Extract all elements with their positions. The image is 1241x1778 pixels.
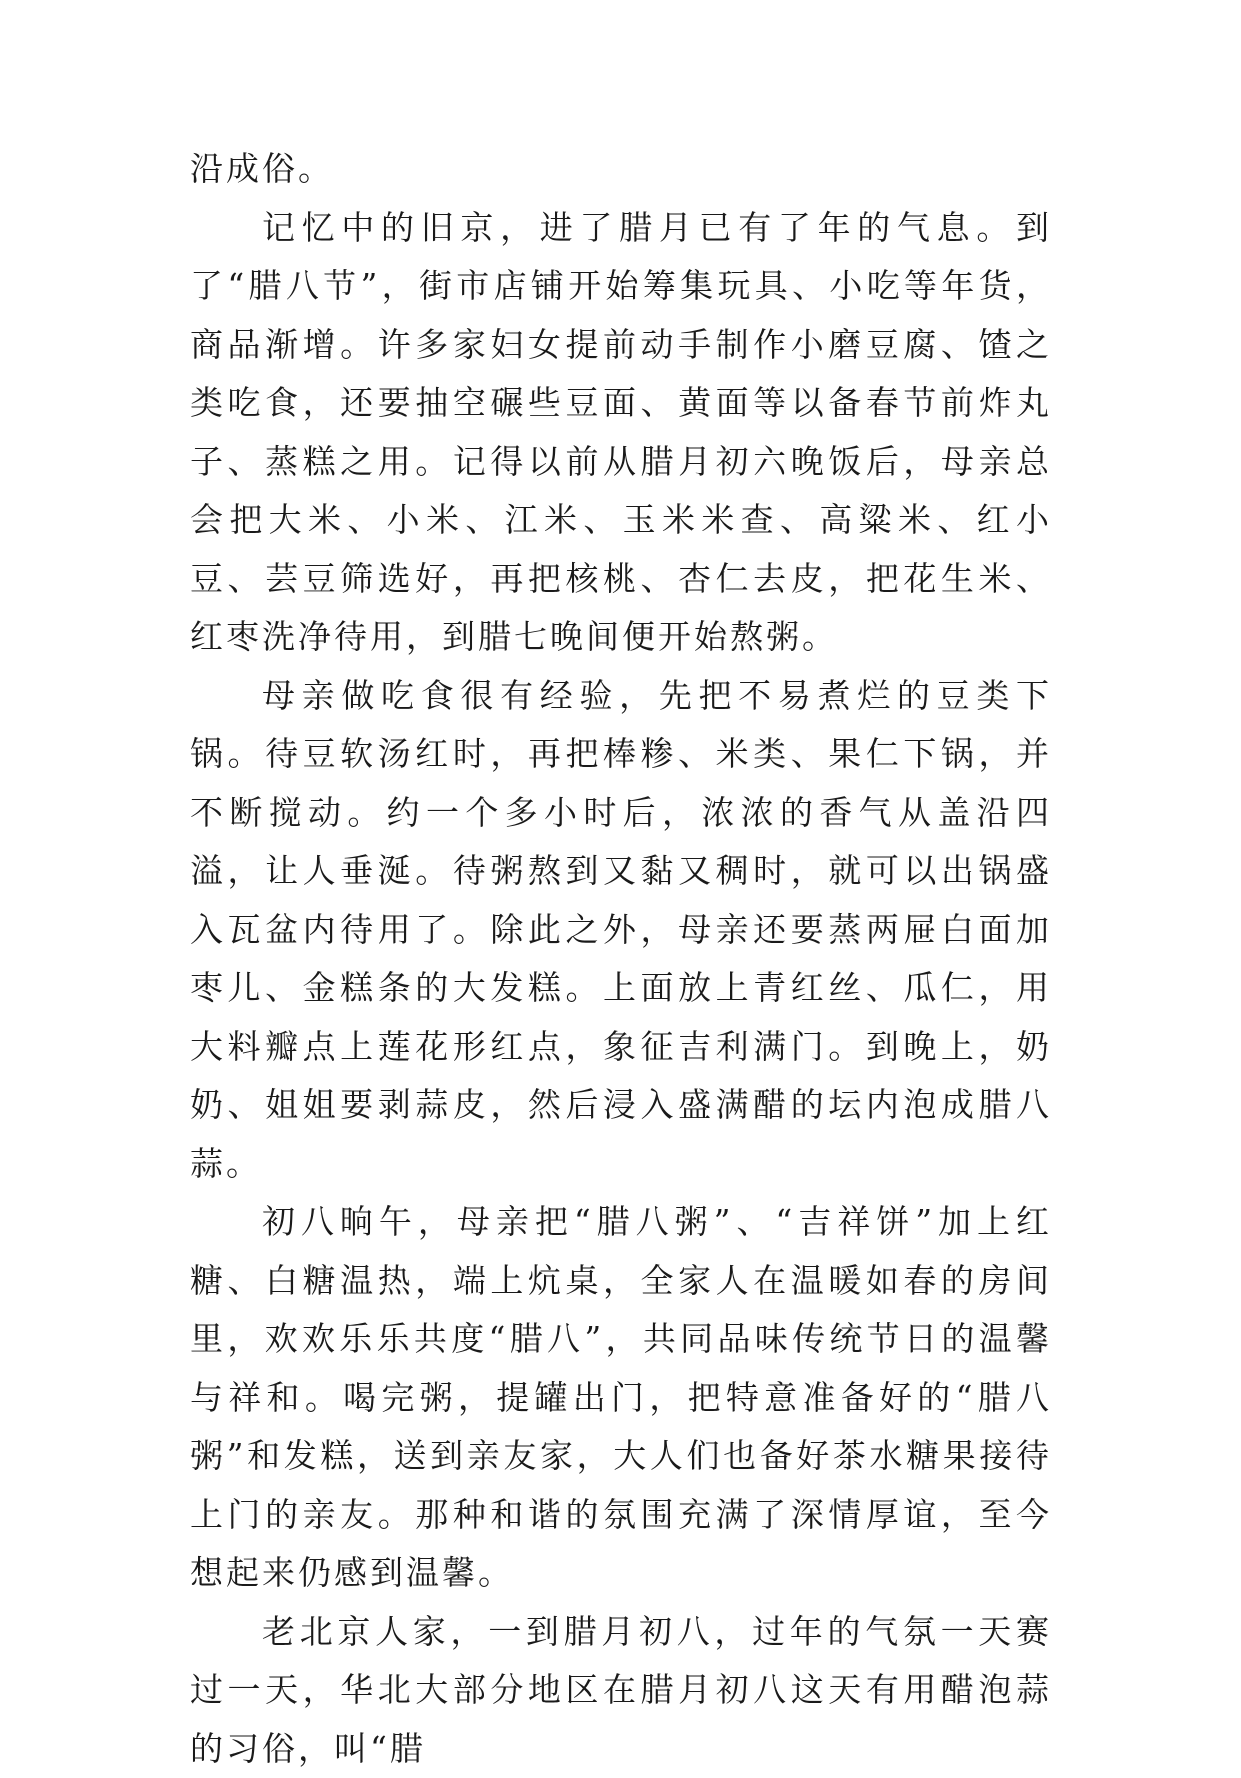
paragraph-laba-noon: 初八晌午，母亲把“腊八粥”、“吉祥饼”加上红糖、白糖温热，端上炕桌，全家人在温暖如春的房间里，欢欢乐乐共度“腊八”，共同品味传统节日的温馨与祥和。喝完粥，提罐出门，把特意准备好的“腊八粥”和发糕，送到亲友家，大人们也备好茶水糖果接待上门的亲友。那种和谐的氛围充满了深情厚谊，至今想起来仍感到温馨。 xyxy=(190,1193,1052,1603)
paragraph-old-capital-memory: 记忆中的旧京，进了腊月已有了年的气息。到了“腊八节”，街市店铺开始筹集玩具、小吃等年货，商品渐增。许多家妇女提前动手制作小磨豆腐、馇之类吃食，还要抽空碾些豆面、黄面等以备春节前炸丸子、蒸糕之用。记得以前从腊月初六晚饭后，母亲总会把大米、小米、江米、玉米米查、高粱米、红小豆、芸豆筛选好，再把核桃、杏仁去皮，把花生米、红枣洗净待用，到腊七晚间便开始熬粥。 xyxy=(190,199,1052,667)
paragraph-old-beijing: 老北京人家，一到腊月初八，过年的气氛一天赛过一天，华北大部分地区在腊月初八这天有用醋泡蒜的习俗，叫“腊 xyxy=(190,1603,1052,1778)
paragraph-mother-cooking: 母亲做吃食很有经验，先把不易煮烂的豆类下锅。待豆软汤红时，再把棒糁、米类、果仁下锅，并不断搅动。约一个多小时后，浓浓的香气从盖沿四溢，让人垂涎。待粥熬到又黏又稠时，就可以出锅盛入瓦盆内待用了。除此之外，母亲还要蒸两屉白面加枣儿、金糕条的大发糕。上面放上青红丝、瓜仁，用大料瓣点上莲花形红点，象征吉利满门。到晚上，奶奶、姐姐要剥蒜皮，然后浸入盛满醋的坛内泡成腊八蒜。 xyxy=(190,667,1052,1194)
paragraph-continuation: 沿成俗。 xyxy=(190,140,1052,199)
document-page xyxy=(190,140,1052,1778)
